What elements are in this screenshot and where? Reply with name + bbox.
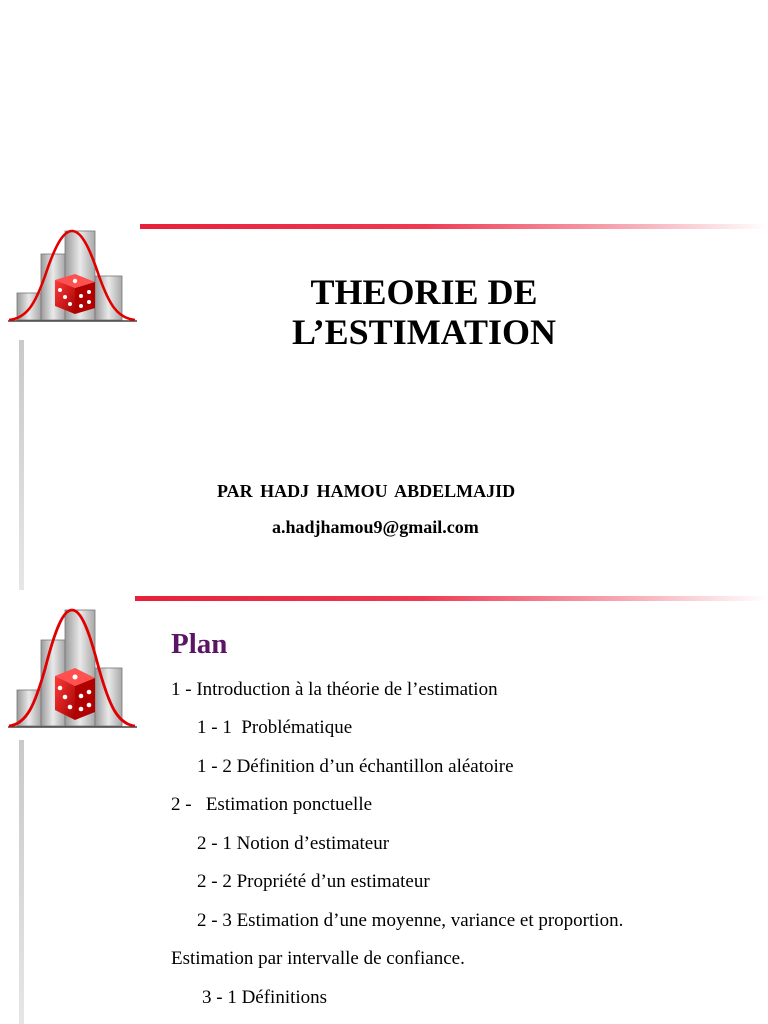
title-line-2: L’ESTIMATION [291,312,557,352]
header-red-line [135,596,768,601]
plan-slide [0,590,768,1024]
left-gray-line [19,340,24,590]
plan-item: 2 - 2 Propriété d’un estimateur [197,871,430,892]
histogram-dice-icon [5,604,140,739]
slide-title [200,272,648,352]
plan-item: 1 - 1 Problématique [197,717,353,738]
author-email: a.hadjhamou9@gmail.com [272,517,479,537]
author-name: PAR HADJ HAMOU ABDELMAJID [217,481,516,501]
plan-item: 2 - 1 Notion d’estimateur [197,833,390,854]
plan-item: 2 - 3 Estimation d’une moyenne, variance et proportion. [197,910,624,931]
plan-heading: Plan [171,628,228,660]
plan-item: 3 - 1 Définitions [202,987,328,1008]
left-gray-line [19,740,24,1024]
plan-item: Estimation par intervalle de confiance. [171,948,465,969]
plan-item: 2 - Estimation ponctuelle [171,794,373,815]
plan-item: 1 - Introduction à la théorie de l’estimation [171,679,498,700]
title-line-1: THEORIE DE [310,272,538,312]
header-red-line [140,224,768,229]
histogram-dice-icon [5,226,140,331]
plan-item: 1 - 2 Définition d’un échantillon aléatoire [197,756,514,777]
